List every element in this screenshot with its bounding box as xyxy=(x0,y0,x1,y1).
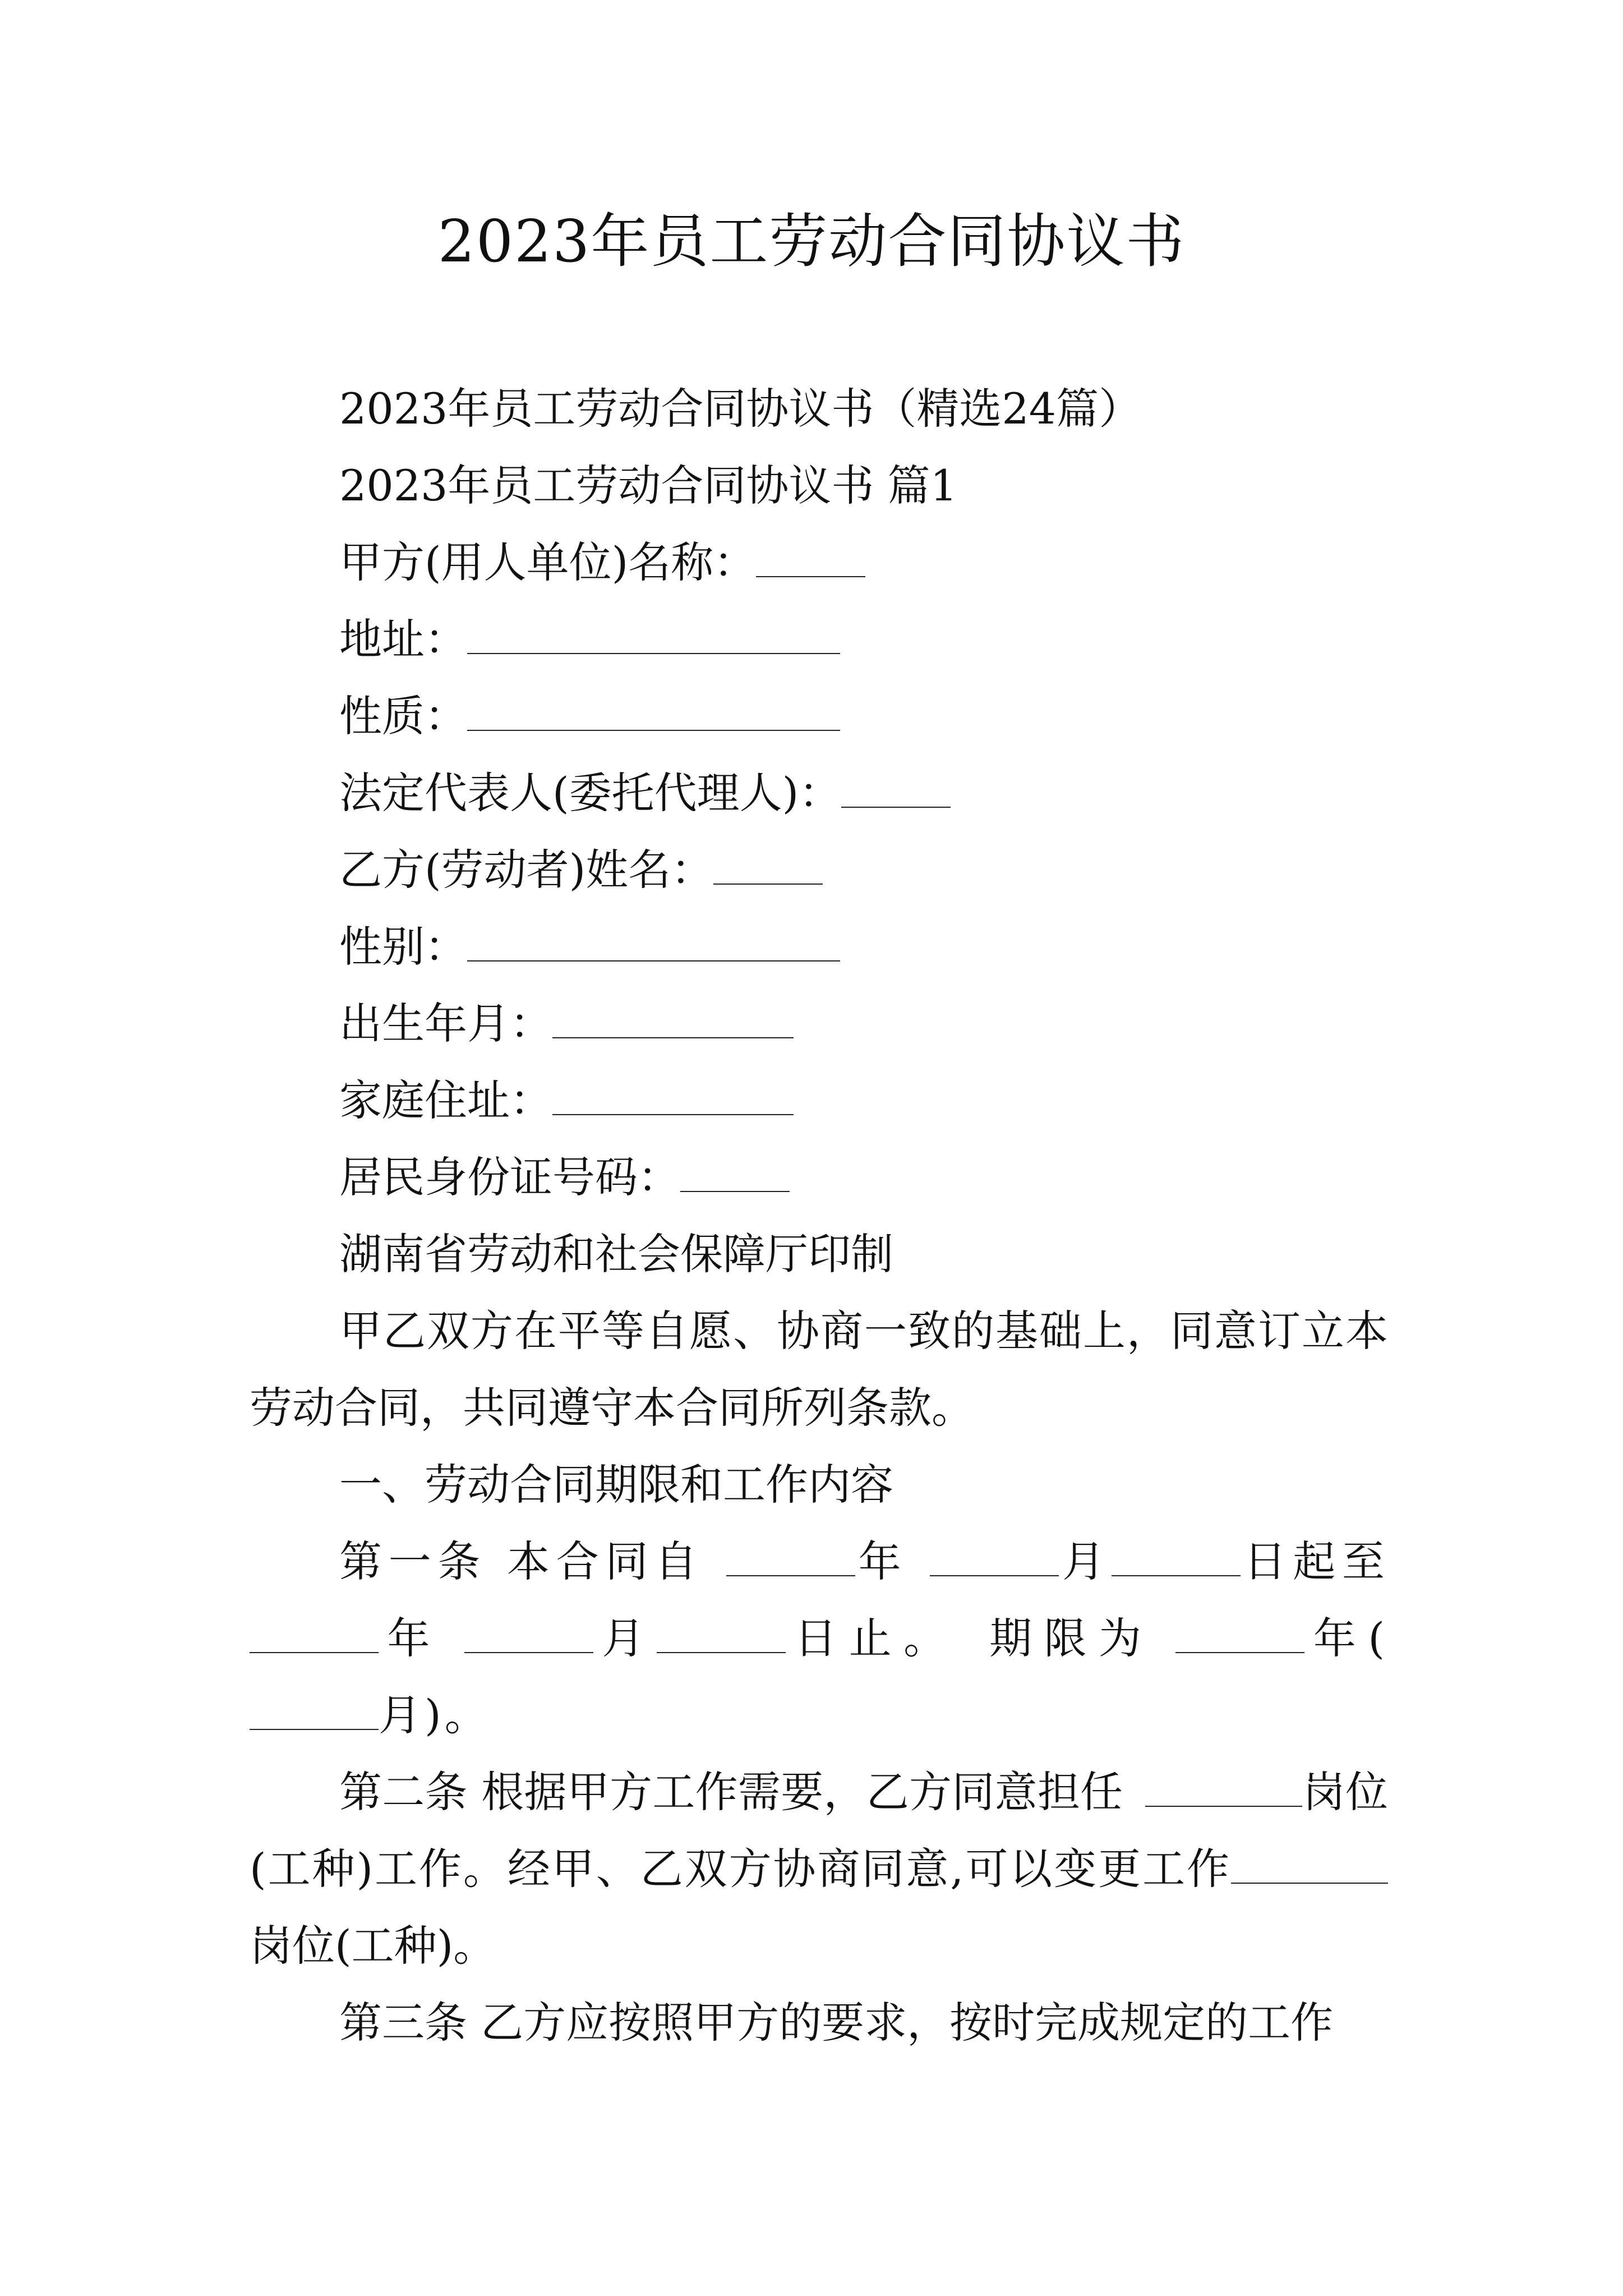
article-one-end-month-word: 月 xyxy=(593,1613,657,1663)
article-two xyxy=(250,1754,1388,1984)
document-title: 2023年员工劳动合同协议书 xyxy=(437,207,1186,275)
article-one-term-month-blank xyxy=(250,1692,379,1730)
employer-name-blank xyxy=(756,539,865,577)
article-one-year-paren: 年( xyxy=(1304,1613,1388,1663)
legal-rep-blank xyxy=(841,770,951,808)
article-one-end-month-blank xyxy=(464,1615,593,1653)
article-two-lead: 第二条 根据甲方工作需要，乙方同意担任 xyxy=(339,1767,1123,1817)
birth-label: 出生年月： xyxy=(339,999,552,1048)
article-three: 第三条 乙方应按照甲方的要求，按时完成规定的工作 xyxy=(339,1998,1334,2047)
id-number-label: 居民身份证号码： xyxy=(339,1152,680,1202)
preamble-paragraph: 甲乙双方在平等自愿、协商一致的基础上，同意订立本劳动合同，共同遵守本合同所列条款。 xyxy=(250,1306,1388,1433)
article-one-end-year-blank xyxy=(250,1615,379,1653)
nature-blank xyxy=(467,693,840,731)
article-two-end: 岗位(工种)。 xyxy=(250,1921,496,1971)
article-one xyxy=(250,1523,1388,1754)
article-two-mid: 岗位(工种)工作。经甲、乙双方协商同意,可以变更工作 xyxy=(250,1767,1388,1894)
id-number-blank xyxy=(680,1154,790,1192)
article-one-end-year-word: 年 xyxy=(379,1613,442,1663)
chapter-one-heading: 一、劳动合同期限和工作内容 xyxy=(339,1460,893,1510)
issuer-line: 湖南省劳动和社会保障厅印制 xyxy=(339,1229,893,1279)
gender-blank xyxy=(467,923,840,961)
address-label: 地址： xyxy=(339,614,467,664)
article-one-end-day-blank xyxy=(657,1615,786,1653)
home-address-blank xyxy=(552,1077,794,1115)
legal-rep-row xyxy=(250,754,1388,831)
article-one-month-word: 月 xyxy=(1059,1536,1112,1586)
article-one-month-close: 月)。 xyxy=(379,1690,491,1740)
employee-name-label: 乙方(劳动者)姓名： xyxy=(339,845,714,895)
article-one-day-until: 日止。 xyxy=(785,1613,958,1663)
article-one-start-month-blank xyxy=(930,1538,1059,1576)
employee-name-row xyxy=(250,831,1388,908)
legal-rep-label: 法定代表人(委托代理人)： xyxy=(339,768,842,818)
nature-label: 性质： xyxy=(339,691,467,741)
nature-row xyxy=(250,678,1388,754)
employee-name-blank xyxy=(713,846,823,885)
home-address-label: 家庭住址： xyxy=(339,1075,552,1125)
article-one-start-day-blank xyxy=(1112,1538,1241,1576)
article-one-term-year-blank xyxy=(1175,1615,1304,1653)
article-one-day-from: 日起至 xyxy=(1240,1536,1389,1586)
article-one-start-year-blank xyxy=(726,1538,855,1576)
article-one-term-label: 期限为 xyxy=(980,1613,1154,1663)
article-one-year-word: 年 xyxy=(855,1536,908,1586)
gender-row xyxy=(250,908,1388,985)
address-row xyxy=(250,601,1388,678)
employer-name-label: 甲方(用人单位)名称： xyxy=(339,537,757,587)
article-two-post-blank xyxy=(1145,1769,1302,1807)
id-number-row xyxy=(250,1139,1388,1216)
birth-row xyxy=(250,985,1388,1062)
employer-name-row xyxy=(250,524,1388,601)
address-blank xyxy=(467,616,840,654)
birth-blank xyxy=(552,1000,794,1038)
home-address-row xyxy=(250,1062,1388,1139)
intro-title: 2023年员工劳动合同协议书（精选24篇） xyxy=(339,384,1142,434)
section-heading: 2023年员工劳动合同协议书 篇1 xyxy=(339,461,957,510)
article-one-lead: 第一条 本合同自 xyxy=(339,1536,704,1586)
document-body xyxy=(250,370,1388,2061)
article-two-new-post-blank xyxy=(1231,1846,1388,1884)
gender-label: 性别： xyxy=(339,922,467,972)
